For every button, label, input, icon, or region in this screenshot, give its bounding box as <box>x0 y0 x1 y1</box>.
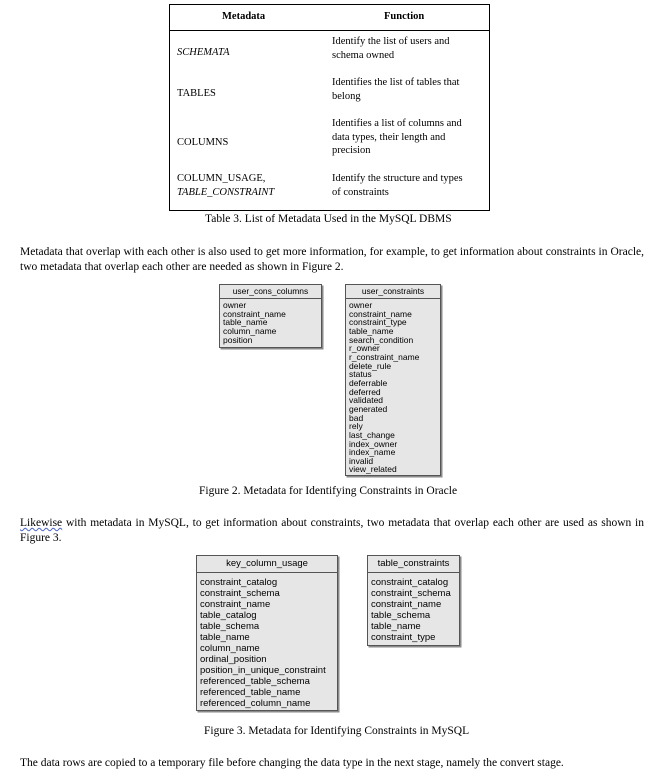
table-box-field: delete_rule <box>349 360 392 371</box>
table-box-field: index_owner <box>349 438 398 449</box>
table-box-field: position <box>223 334 253 345</box>
table-box-field: constraint_name <box>200 599 271 610</box>
table-header-metadata: Metadata <box>222 11 266 22</box>
table-box-user-cons-columns <box>219 284 322 348</box>
table-box-field: search_condition <box>349 334 414 345</box>
table-box-field: table_catalog <box>200 610 257 621</box>
table-box-field: referenced_table_schema <box>200 676 310 687</box>
table-box-title: table_constraints <box>368 556 459 573</box>
table-box-title: user_constraints <box>346 285 440 299</box>
table-cell-metadata: SCHEMATA <box>177 47 230 58</box>
table-cell-function: Identify the structure and types of constraints <box>332 173 463 198</box>
table-box-field: bad <box>349 412 364 423</box>
table-box-field: table_name <box>349 325 394 336</box>
table-cell-metadata: COLUMNS <box>177 137 229 148</box>
table-cell-function: Identify the list of users and schema owned <box>332 36 450 61</box>
table-box-field: constraint_name <box>349 308 412 319</box>
table-box-fields <box>368 573 459 643</box>
figure-caption: Figure 3. Metadata for Identifying Constraints in MySQL <box>204 725 470 737</box>
table-box-field: invalid <box>349 455 374 466</box>
table-header-divider <box>170 30 489 31</box>
table-box-field: position_in_unique_constraint <box>200 665 326 676</box>
table-box-field: validated <box>349 395 384 406</box>
table-box-field: deferred <box>349 386 381 397</box>
table-box-field: status <box>349 369 372 380</box>
table-box-field: table_schema <box>200 621 260 632</box>
table-box-title: key_column_usage <box>197 556 337 573</box>
table-box-title: user_cons_columns <box>220 285 321 299</box>
table-box-field: table_name <box>371 621 421 632</box>
table-box-field: table_schema <box>371 610 431 621</box>
table-box-field: view_related <box>349 464 397 475</box>
table-box-field: referenced_table_name <box>200 687 301 698</box>
table-box-field: column_name <box>200 643 260 654</box>
table-box-field: index_name <box>349 447 396 458</box>
table-box-field: constraint_name <box>371 599 442 610</box>
table-cell-metadata: TABLES <box>177 88 216 99</box>
body-paragraph: The data rows are copied to a temporary file before changing the data type in the next stage, namely the convert stage. <box>20 757 564 769</box>
table-box-field: ordinal_position <box>200 654 267 665</box>
table-box-field: last_change <box>349 429 395 440</box>
table-box-field: constraint_name <box>223 308 286 319</box>
figure-caption: Figure 2. Metadata for Identifying Constraints in Oracle <box>199 485 458 497</box>
table-box-field: rely <box>349 421 363 432</box>
table-header-function: Function <box>384 11 425 22</box>
table-box-field: constraint_type <box>371 632 436 643</box>
table-box-field: constraint_schema <box>371 588 451 599</box>
table-cell-metadata: COLUMN_USAGE, TABLE_CONSTRAINT <box>177 173 275 198</box>
metadata-table <box>169 4 490 211</box>
table-caption: Table 3. List of Metadata Used in the MySQL DBMS <box>205 213 452 225</box>
table-box-user-constraints <box>345 284 441 476</box>
table-box-field: constraint_type <box>349 317 407 328</box>
table-cell-function: Identifies a list of columns and data types, their length and precision <box>332 118 462 156</box>
table-box-fields <box>197 573 337 709</box>
table-box-field: constraint_schema <box>200 588 280 599</box>
table-box-field: constraint_catalog <box>371 577 449 588</box>
table-box-field: owner <box>349 300 373 310</box>
table-box-field: owner <box>223 300 247 310</box>
table-box-key-column-usage <box>196 555 338 711</box>
table-box-field: r_constraint_name <box>349 351 420 362</box>
body-paragraph: Metadata that overlap with each other is also used to get more information, for example, to get information about constraints in Oracle, two metadata that overlap each other are needed as shown in Figure 2. <box>20 246 644 273</box>
table-box-field: r_owner <box>349 343 380 354</box>
table-box-fields <box>220 299 321 344</box>
table-box-field: generated <box>349 403 388 414</box>
table-box-field: column_name <box>223 325 277 336</box>
table-box-field: constraint_catalog <box>200 577 278 588</box>
table-box-field: table_name <box>223 317 268 328</box>
table-box-field: referenced_column_name <box>200 698 311 709</box>
spellcheck-word: Likewise <box>20 517 63 529</box>
body-paragraph: Likewise with metadata in MySQL, to get information about constraints, two metadata that overlap each other are used as shown in Figure 3. <box>20 517 644 544</box>
table-box-table-constraints <box>367 555 460 646</box>
table-box-field: table_name <box>200 632 250 643</box>
table-box-field: deferrable <box>349 377 388 388</box>
table-box-fields <box>346 299 440 474</box>
table-cell-function: Identifies the list of tables that belong <box>332 77 460 102</box>
